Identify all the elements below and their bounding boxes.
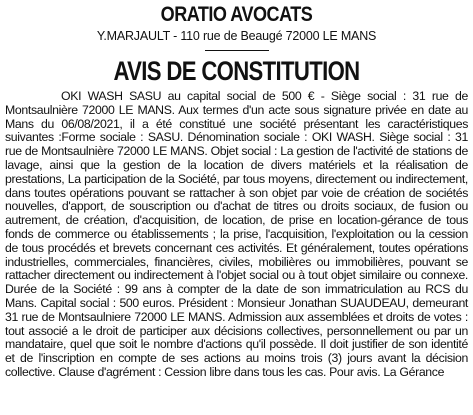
notice-body: OKI WASH SASU au capital social de 500 € - Siège social : 31 rue de Montsaulnière 72000 LE MANS. Aux termes d'un acte sous signature privée en date au Mans du 06/08/2021, il a été constitué une société présentant les caractéristiques suivantes :Forme sociale : SASU. Dénomination sociale : OKI WASH. Siège social : 31 rue de Montsaulnière 72000 LE MANS. Objet social : La gestion de l'activité de stations de lavage, ainsi que la gestion de la location de divers matériels et la réalisation de prestations, La participation de la Société, par tous moyens, directement ou indirectement, dans toutes opérations pouvant se rattacher à son objet par voie de création de sociétés nouvelles, d'apport, de souscription ou d'achat de titres ou droits sociaux, de fusion ou autrement, de création, d'acquisition, de location, de prise en location-gérance de tous fonds de commerce ou établissements ; la prise, l'acquisition, l'exploitation ou la cession de tous procédés et brevets concernant ces activités. Et généralement, toutes opérations industrielles, commerciales, financières, civiles, mobilières ou immobilières, pouvant se rattacher directement ou indirectement à l'objet social ou à tout objet similaire ou connexe. Durée de la Société : 99 ans à compter de la date de son immatriculation au RCS du Mans. Capital social : 500 euros. Président : Monsieur Jonathan SUAUDEAU, demeurant 31 rue de Montsaulniere 72000 LE MANS. Admission aux assemblées et droits de votes : tout associé a le droit de participer aux décisions collectives, personnellement ou par un mandataire, quel que soit le nombre d'actions qu'il possède. Il doit justifier de son identité et de l'inscription en compte de ses actions au moins trois (3) jours avant la décision collective. Clause d'agrément : Cession libre dans tous les cas. Pour avis. La Gérance	[5, 89, 468, 379]
divider-rule	[205, 50, 269, 51]
notice-title: AVIS DE CONSTITUTION	[113, 56, 360, 86]
firm-address: Y.MARJAULT - 110 rue de Beaugé 72000 LE MANS	[96, 29, 377, 43]
firm-name: ORATIO AVOCATS	[160, 3, 313, 26]
